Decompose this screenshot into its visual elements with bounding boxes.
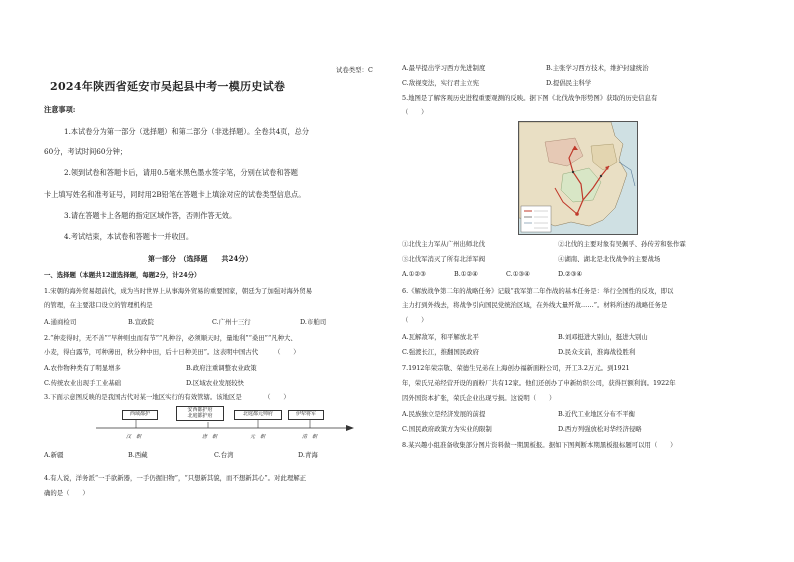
q5-statement-3: ③北伐军消灭了所有北洋军阀 [402, 255, 486, 263]
q5-option-a[interactable]: A.①②③ [402, 270, 426, 278]
q8-stem: 8.某兴趣小组准备收集部分图片资料做一期黑板报。据如下图判断本期黑板报标题可以用（ ） [402, 441, 677, 449]
q6-option-c[interactable]: C.强渡长江，推翻国民政府 [402, 348, 479, 356]
q2-option-d[interactable]: D.区域农业发展较快 [186, 379, 245, 387]
q2-stem-1: 2.“种麦得时，无不善”“早种则虫而有节”“凡种谷，必须顺天时，量地利”“桑田”“凡种大、 [44, 334, 297, 342]
notes-item-1: 1.本试卷分为第一部分（选择题）和第二部分（非选择题）。全卷共4页，总分 [64, 127, 310, 136]
q7-stem-1: 7.1912年荣宗敬、荣德生兄弟在上海创办福新面粉公司，开工3.2万元。到1921 [402, 364, 630, 372]
q3-option-a[interactable]: A.新疆 [44, 451, 64, 459]
q5-option-c[interactable]: C.①③④ [506, 270, 530, 278]
timeline-box-qing: 伊犁将军 [288, 410, 324, 420]
timeline-box-tang: 安西都护府 北庭都护府 [176, 406, 224, 421]
q1-option-a[interactable]: A.通商检司 [44, 318, 77, 326]
q6-stem-3: （ ） [402, 316, 428, 324]
q6-option-d[interactable]: D.民众支前，淮海战役胜利 [558, 348, 636, 356]
q6-stem-2: 主力打到外线去，将战争引向国民党统治区域，在外线大量歼敌……”。材料所述的战略任务是 [402, 301, 668, 309]
q4-stem-2: 确的是（ ） [44, 489, 89, 497]
q6-stem-1: 6.《解放战争第二年的战略任务》记载“我军第二年作战的基本任务是：举行全国性的反攻，即以 [402, 287, 674, 295]
q5-stem-1: 5.地图是了解客观历史进程重要观测的反映。据下图《北伐战争形势图》获取的历史信息有 [402, 94, 658, 102]
q4-option-d[interactable]: D.提倡民主科学 [546, 79, 592, 87]
northern-expedition-map [518, 121, 638, 235]
q1-option-b[interactable]: B.宣政院 [128, 318, 154, 326]
notes-heading: 注意事项: [44, 105, 76, 114]
q2-stem-2: 小麦，得白露节，可种薄田，秋分种中田，后十日种美田”。这表明中国古代 （ ） [44, 348, 300, 356]
notes-item-3: 3.请在答题卡上各题的指定区域作答，否则作答无效。 [64, 211, 237, 220]
timeline-era-han: 汉 朝 [126, 434, 142, 440]
q5-option-b[interactable]: B.①②④ [454, 270, 478, 278]
notes-item-2b: 卡上填写姓名和准考证号，同时用2B铅笔在答题卡上填涂对应的试卷类型信息点。 [44, 190, 306, 199]
q2-option-c[interactable]: C.传统农业出现手工业基础 [44, 379, 121, 387]
q3-option-b[interactable]: B.西藏 [128, 451, 148, 459]
q7-option-d[interactable]: D.西方列强放松对华经济侵略 [558, 425, 642, 433]
timeline-box-han: 西域都护 [122, 410, 158, 420]
northern-expedition-map-graphic [519, 122, 638, 235]
q4-option-c[interactable]: C.敌视变法，实行君主立宪 [402, 79, 479, 87]
q4-stem-1: 4.有人说，洋务派“一手欲新器，一手仍握旧物”，“只想新其貌，而不想新其心”。对此理解正 [44, 474, 307, 482]
q7-option-c[interactable]: C.国民政府政策方为实业的限制 [402, 425, 492, 433]
part1-heading: 第一部分 （选择题 共24分） [148, 254, 253, 263]
timeline-era-tang: 唐 朝 [202, 434, 218, 440]
q5-statement-1: ①北伐主力军从广州出师北伐 [402, 240, 486, 248]
q6-option-b[interactable]: B.刘邓挺进大别山，挺进大别山 [558, 333, 648, 341]
q1-stem-1: 1.宋朝的海外贸易超前代，成为当时世界上从事海外贸易的重要国家，朝廷为了加强对海外贸易 [44, 287, 313, 295]
timeline-era-yuan: 元 朝 [250, 434, 266, 440]
timeline-era-qing: 清 朝 [302, 434, 318, 440]
notes-item-4: 4.考试结束，本试卷和答题卡一并收回。 [64, 232, 194, 241]
q5-option-d[interactable]: D.②③④ [558, 270, 583, 278]
part1-instruction: 一、选择题（本题共12道选择题，每题2分，计24分） [44, 271, 201, 279]
q4-option-a[interactable]: A.最早提出学习西方先进制度 [402, 64, 486, 72]
q1-option-c[interactable]: C.广州十三行 [212, 318, 251, 326]
q2-option-b[interactable]: B.政府注重调整农业政策 [186, 364, 257, 372]
q3-stem: 3.下面示意图反映的是我国古代对某一地区实行的有效管辖。该地区是 （ ） [44, 393, 290, 401]
q7-option-b[interactable]: B.近代工业地区分布不平衡 [558, 410, 636, 418]
notes-item-2: 2.领到试卷和答题卡后，请用0.5毫米黑色墨水签字笔，分别在试卷和答题 [64, 168, 298, 177]
exam-type: 试卷类型：C [336, 66, 373, 74]
q6-option-a[interactable]: A.瓦解敌军，和平解放北平 [402, 333, 479, 341]
q2-option-a[interactable]: A.农作物种类有了明显增多 [44, 364, 121, 372]
page-title: 2024年陕西省延安市吴起县中考一模历史试卷 [50, 80, 286, 93]
q7-stem-2: 年，荣氏兄弟经营开设的面粉厂共有12家。他们还创办了申新纺织公司，获得巨额利润。1922年 [402, 379, 676, 387]
timeline-box-yuan: 北庭都元帅府 [234, 410, 282, 420]
q1-stem-2: 的管理，在主要港口设立的管理机构是 [44, 301, 153, 309]
q3-option-c[interactable]: C.台湾 [214, 451, 234, 459]
q3-option-d[interactable]: D.青海 [298, 451, 318, 459]
notes-item-1b: 60分，考试时间60分钟； [44, 147, 127, 156]
q5-statement-2: ②北伐的主要对象有吴佩孚、孙传芳和张作霖 [558, 240, 686, 248]
q5-statement-4: ④湖南、湖北是北伐战争的主要战场 [558, 255, 661, 263]
q7-option-a[interactable]: A.民族独立是经济发展的前提 [402, 410, 486, 418]
q7-stem-3: 因外国资本扩张，荣氏企业出现亏损。这说明（ ） [402, 394, 556, 402]
q5-stem-2: （ ） [402, 108, 428, 116]
q4-option-b[interactable]: B.主张学习西方技术，维护封建统治 [546, 64, 649, 72]
q1-option-d[interactable]: D.市舶司 [300, 318, 327, 326]
